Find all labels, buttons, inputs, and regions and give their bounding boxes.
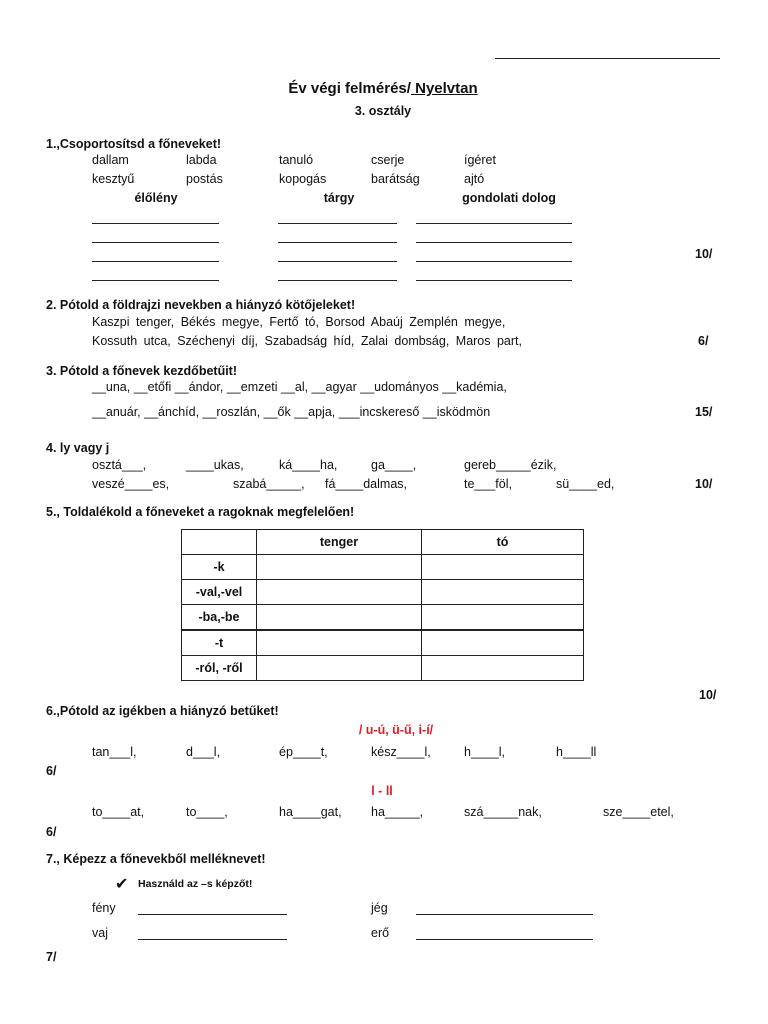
answer-line[interactable] xyxy=(92,280,219,281)
answer-line[interactable] xyxy=(92,261,219,262)
answer-line[interactable] xyxy=(416,914,593,915)
answer-line[interactable] xyxy=(138,939,287,940)
fill-word: osztá___, xyxy=(92,458,147,472)
answer-line[interactable] xyxy=(278,280,397,281)
suffix-label: -val,-vel xyxy=(182,580,257,605)
word: dallam xyxy=(92,153,129,167)
word: barátság xyxy=(371,172,420,186)
table-row xyxy=(182,656,584,681)
task2-line2: Kossuth utca, Széchenyi díj, Szabadság híd, Zalai dombság, Maros part, xyxy=(92,334,522,348)
column-header-targy: tárgy xyxy=(323,191,355,205)
answer-cell[interactable] xyxy=(422,605,584,631)
column-header-elolény: élőlény xyxy=(134,191,178,205)
answer-line[interactable] xyxy=(278,242,397,243)
task2-line1: Kaszpi tenger, Békés megye, Fertő tó, Borsod Abaúj Zemplén megye, xyxy=(92,315,506,329)
word: cserje xyxy=(371,153,405,167)
task6-title: 6.,Pótold az igékben a hiányzó betűket! xyxy=(46,704,279,718)
word: kesztyű xyxy=(92,172,135,186)
task3-score: 15/ xyxy=(695,405,713,419)
table-row xyxy=(182,630,584,656)
task7-title: 7., Képezz a főnevekből melléknevet! xyxy=(46,852,266,866)
suffix-label: -ról, -ről xyxy=(182,656,257,681)
fill-word: kész____l, xyxy=(371,745,431,759)
task2-score: 6/ xyxy=(698,334,709,348)
table-row xyxy=(182,605,584,631)
page-subtitle: 3. osztály xyxy=(354,104,412,118)
word: kopogás xyxy=(279,172,327,186)
fill-word: gereb_____ézik, xyxy=(464,458,557,472)
answer-cell[interactable] xyxy=(257,630,422,656)
fill-word: to____, xyxy=(186,805,228,819)
fill-word: ha____gat, xyxy=(279,805,342,819)
task5-title: 5., Toldalékold a főneveket a ragoknak megfelelően! xyxy=(46,505,355,519)
task7-hint: Használd az –s képzőt! xyxy=(138,878,253,890)
answer-line[interactable] xyxy=(92,242,219,243)
answer-cell[interactable] xyxy=(422,656,584,681)
column-header-gondolati: gondolati dolog xyxy=(462,191,556,205)
task3-title: 3. Pótold a főnevek kezdőbetűit! xyxy=(46,364,237,378)
checkmark-icon: ✔ xyxy=(115,876,129,893)
suffix-label: -t xyxy=(182,630,257,656)
word: tanuló xyxy=(279,153,314,167)
fill-word: tan___l, xyxy=(92,745,137,759)
table-row xyxy=(182,580,584,605)
answer-cell[interactable] xyxy=(257,555,422,580)
answer-cell[interactable] xyxy=(257,605,422,631)
answer-line[interactable] xyxy=(416,242,572,243)
title-part2: Nyelvtan xyxy=(410,80,478,97)
task7-score: 7/ xyxy=(46,950,57,964)
answer-line[interactable] xyxy=(278,223,397,224)
answer-cell[interactable] xyxy=(257,580,422,605)
fill-word: ép____t, xyxy=(279,745,328,759)
task6-hint1: / u-ú, ü-ű, i-í/ xyxy=(358,723,434,737)
fill-word: d___l, xyxy=(186,745,221,759)
base-noun: vaj xyxy=(92,926,108,940)
word: ígéret xyxy=(464,153,496,167)
task6-score1: 6/ xyxy=(46,764,57,778)
answer-cell[interactable] xyxy=(257,656,422,681)
fill-word: szá_____nak, xyxy=(464,805,542,819)
task4-title: 4. ly vagy j xyxy=(46,441,110,455)
table-header-cell xyxy=(182,530,257,555)
answer-cell[interactable] xyxy=(422,555,584,580)
answer-cell[interactable] xyxy=(422,580,584,605)
fill-word: to____at, xyxy=(92,805,145,819)
fill-word: ga____, xyxy=(371,458,417,472)
name-line[interactable] xyxy=(495,58,720,59)
fill-word: sze____etel, xyxy=(603,805,674,819)
table-header-cell: tenger xyxy=(257,530,422,555)
word: postás xyxy=(186,172,223,186)
suffix-table xyxy=(181,529,584,681)
fill-word: ká____ha, xyxy=(279,458,338,472)
answer-cell[interactable] xyxy=(422,630,584,656)
page-title xyxy=(288,80,477,97)
fill-word: h____ll xyxy=(556,745,597,759)
answer-line[interactable] xyxy=(416,939,593,940)
task4-score: 10/ xyxy=(695,477,713,491)
task1-score: 10/ xyxy=(695,247,713,261)
table-row xyxy=(182,555,584,580)
word: labda xyxy=(186,153,217,167)
table-header-row xyxy=(182,530,584,555)
task5-score: 10/ xyxy=(699,688,717,702)
fill-word: ha_____, xyxy=(371,805,424,819)
fill-word: h____l, xyxy=(464,745,506,759)
task1-title: 1.,Csoportosítsd a főneveket! xyxy=(46,137,222,151)
answer-line[interactable] xyxy=(416,223,572,224)
task3-line1: __una, __etőfi __ándor, __emzeti __al, __agyar __udományos __kadémia, xyxy=(92,380,507,394)
base-noun: erő xyxy=(371,926,390,940)
base-noun: fény xyxy=(92,901,116,915)
fill-word: sü____ed, xyxy=(556,477,615,491)
table-header-cell: tó xyxy=(422,530,584,555)
fill-word: fá____dalmas, xyxy=(325,477,408,491)
answer-line[interactable] xyxy=(138,914,287,915)
task3-line2: __anuár, __ánchíd, __roszlán, __ők __apja, ___incskereső __isködmön xyxy=(92,405,491,419)
answer-line[interactable] xyxy=(278,261,397,262)
task6-score2: 6/ xyxy=(46,825,57,839)
word: ajtó xyxy=(464,172,485,186)
title-part1: Év végi felmérés/ xyxy=(288,80,411,97)
task2-title: 2. Pótold a földrajzi nevekben a hiányzó kötőjeleket! xyxy=(46,298,356,312)
fill-word: ____ukas, xyxy=(186,458,244,472)
task6-hint2: l - ll xyxy=(371,784,393,798)
suffix-label: -k xyxy=(182,555,257,580)
answer-line[interactable] xyxy=(416,280,572,281)
fill-word: veszé____es, xyxy=(92,477,170,491)
answer-line[interactable] xyxy=(92,223,219,224)
base-noun: jég xyxy=(371,901,388,915)
suffix-label: -ba,-be xyxy=(182,605,257,631)
fill-word: te___föl, xyxy=(464,477,512,491)
fill-word: szabá_____, xyxy=(233,477,305,491)
answer-line[interactable] xyxy=(416,261,572,262)
